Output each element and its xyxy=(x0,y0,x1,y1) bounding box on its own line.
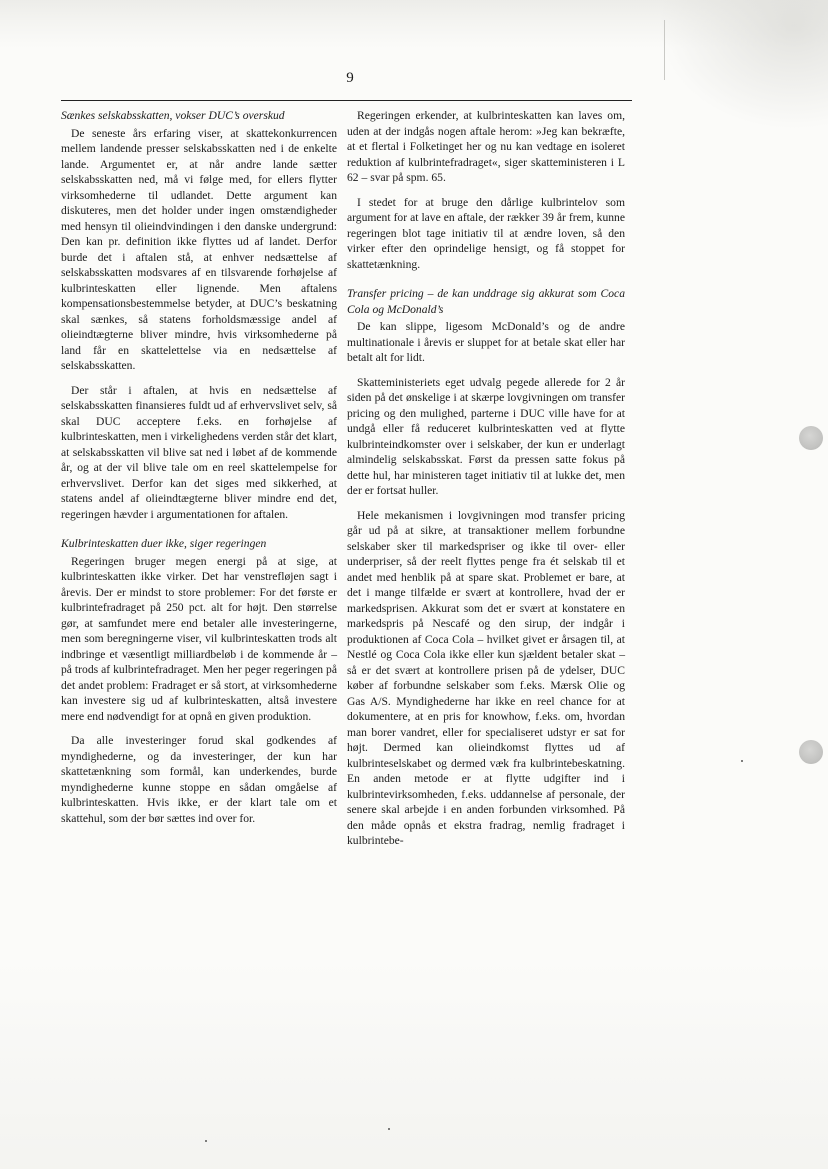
page-number: 9 xyxy=(346,70,354,86)
scan-noise-bottom xyxy=(0,960,828,1169)
paragraph: Regeringen bruger megen energi på at sige, at kulbrinteskatten ikke virker. Det har venstrefløjen sagt i årevis. Der er mindst to store problemer: For det første er kulbrintefradraget på 250 pct. alt for højt. Den størrelse gør, at samfundet mere end betaler alle investeringerne, men som beregningerne viser, vil kulbrinteskatten trods alt indbringe et væsentligt milliardbeløb i de kommende år – på trods af kulbrintefradraget. Men her peger regeringen på det andet problem: Fradraget er så stort, at virksomhederne kan investere sig ud af kulbrinteskatten, altså investere mere end nødvendigt for at opnå en given produktion. xyxy=(61,554,337,723)
section-heading-transfer-pricing: Transfer pricing – de kan unddrage sig akkurat som Coca Cola og McDonald’s xyxy=(347,287,625,316)
scan-shadow-corner xyxy=(658,0,828,130)
paragraph: I stedet for at bruge den dårlige kulbrintelov som argument for at lave en aftale, der rækker 39 år frem, kunne regeringen blot tage initiativ til at ændre loven, så den virker efter den oprindelige hensigt, og få stoppet for skattetænkning. xyxy=(347,195,625,271)
paragraph: De seneste års erfaring viser, at skattekonkurrencen mellem landende presser selskabsskatten ned i de enkelte lande. Argumentet er, at når andre lande sætter selskabsskatten ned, må vi følge med, for ellers flytter virksomhederne til udlandet. Dette argument kan diskuteres, men det holder under ingen omstændigheder med hensyn til olieindvindingen i den danske undergrund: Den kan pr. definition ikke flyttes ud af landet. Derfor burde det i aftalen stå, at enhver nedsættelse af selskabsskatten modsvares af en tilsvarende forhøjelse af kulbrinteskatten eller lignende. Men aftalens kompensationsbestemmelse betyder, at DUC’s beskatning skal sænkes, så statens forholdsmæssige andel af olieindtægterne bliver mindre, hvis virksomhederne på land får en skattelettelse via en nedsættelse af selskabsskatten. xyxy=(61,126,337,372)
paragraph: De kan slippe, ligesom McDonald’s og de andre multinationale i årevis er sluppet for at betale skat eller har betalt alt for lidt. xyxy=(347,320,625,364)
punch-hole-icon xyxy=(799,740,823,764)
paragraph: Regeringen erkender, at kulbrinteskatten kan laves om, uden at der indgås nogen aftale herom: »Jeg kan bekræfte, at et flertal i Folketinget her og nu kan vedtage en isoleret reduktion af kulbrintefradraget«, siger skatteministeren i L 62 – svar på spm. 65. xyxy=(347,109,625,184)
left-column xyxy=(61,108,337,835)
punch-hole-icon xyxy=(799,426,823,450)
scan-speck xyxy=(741,760,743,762)
right-column xyxy=(347,108,625,858)
paragraph: Der står i aftalen, at hvis en nedsættelse af selskabsskatten finansieres fuldt ud af erhvervslivet selv, så skal DUC acceptere f.eks. en forhøjelse af kulbrinteskatten, men i virkelighedens verden står det klart, at selskabsskatten vil blive sat ned i løbet af de kommende år, og at der vil blive tale om en reel skattelempelse for erhvervslivet. Derfor kan det siges med sikkerhed, at statens andel af olieindtægterne bliver mindre end det, regeringen hævder i argumentationen for aftalen. xyxy=(61,383,337,521)
header-rule xyxy=(61,100,632,101)
paragraph: Hele mekanismen i lovgivningen mod transfer pricing går ud på at sikre, at transaktioner mellem forbundne selskaber sker til markedspriser og ikke til over- eller underpriser, så der reelt flyttes penge fra ét selskab til et andet med henblik på at spare skat. Problemet er bare, at det i mange tilfælde er svært at kontrollere, hvad der er markedsprisen. Akkurat som det er svært at konstatere en markedspris på Nescafé og den sirup, der indgår i produktionen af Coca Cola – hvilket givet er årsagen til, at Nestlé og Coca Cola ikke eller kun sjældent betaler skat – så er det svært at kontrollere prisen på de ydelser, DUC køber af forbundne selskaber som f.eks. Mærsk Olie og Gas A/S. Myndighederne har ikke en reel chance for at dokumentere, at en pris for knowhow, f.eks. om, hvordan man borer vandret, eller for specialiseret udstyr er sat for højt. Dermed kan olieindkomst flyttes ud af kulbrinteselskabet og dermed væk fra kulbrintebeskatning. En anden metode er at flytte udgifter ind i kulbrintevirksomheden, f.eks. uddannelse af personale, der senere skal arbejde i en anden forbunden virksomhed. På den måde opnås et ekstra fradrag, nemlig fradraget i kulbrintebe- xyxy=(347,508,625,847)
section-heading-selskabsskat: Sænkes selskabsskatten, vokser DUC’s overskud xyxy=(61,109,285,122)
section-heading-kulbrinteskat: Kulbrinteskatten duer ikke, siger regeringen xyxy=(61,537,267,550)
scan-speck xyxy=(205,1140,207,1142)
paragraph: Da alle investeringer forud skal godkendes af myndighederne, og da investeringer, der kun har skattetænkning som formål, kan underkendes, burde myndighederne kunne stoppe en sådan omgåelse af kulbrinteskatten. Hvis ikke, er der klart tale om et skattehul, som der bør sættes ind over for. xyxy=(61,734,337,825)
paragraph: Skatteministeriets eget udvalg pegede allerede for 2 år siden på det ønskelige i at skærpe lovgivningen om transfer pricing og den mulighed, parterne i DUC ville have for at undgå eller få reduceret kulbrinteskatten ved at flytte kulbrinteindkomster over i selskaber, der kun er underlagt almindelig selskabsskat. Først da pressen satte fokus på dette hul, har ministeren taget initiativ til at lukke det, men der er fortsat huller. xyxy=(347,375,625,497)
scan-speck xyxy=(388,1128,390,1130)
